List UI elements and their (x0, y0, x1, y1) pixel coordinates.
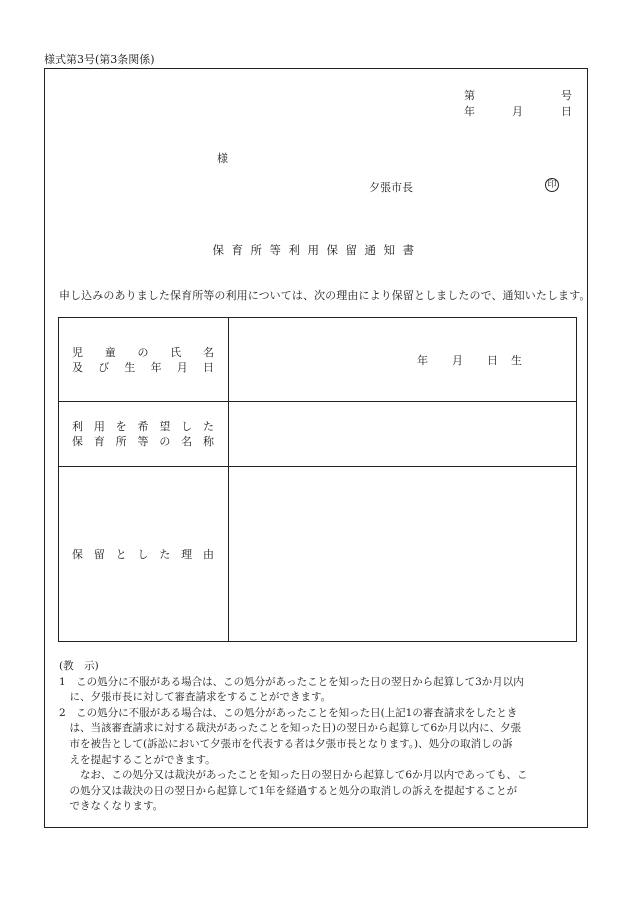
notes-line: できなくなります。 (59, 800, 164, 813)
label-char: を (115, 420, 127, 433)
facility-label-line2 (59, 434, 228, 449)
label-char: た (202, 420, 214, 433)
label-char: 日 (202, 360, 214, 374)
label-char: た (159, 547, 171, 561)
label-char: 月 (176, 360, 188, 374)
label-char: 望 (159, 420, 171, 433)
label-char: 育 (93, 435, 105, 448)
label-char: 称 (202, 435, 214, 448)
label-char: 氏 (170, 345, 182, 359)
date-year: 年 (464, 105, 475, 118)
child-name-label (59, 345, 228, 360)
label-char: 利 (72, 420, 83, 433)
issuer-name: 夕張市長 (369, 181, 413, 194)
label-char: と (115, 547, 127, 561)
label-char: 理 (181, 547, 193, 561)
label-char: 由 (202, 547, 214, 561)
label-char: の (159, 435, 171, 448)
seal-icon: 印 (545, 178, 559, 192)
info-table (58, 317, 577, 642)
label-char: び (98, 360, 110, 374)
label-char: し (181, 420, 193, 433)
label-char: 及 (72, 360, 83, 374)
form-label: 様式第3号(第3条関係) (44, 53, 155, 66)
birthdate-label (59, 360, 228, 375)
birth-suffix-label: 生 (511, 354, 522, 367)
notes-line: なお、この処分又は裁決があったことを知った日の翌日から起算して6か月以内であっても、こ (59, 769, 528, 782)
label-char: 児 (72, 345, 83, 359)
document-title: 保育所等利用保留通知書 (212, 243, 422, 257)
reason-value-cell (229, 467, 577, 642)
label-char: し (137, 547, 149, 561)
label-char: 所 (115, 435, 127, 448)
label-char: の (137, 345, 149, 359)
birth-month-label: 月 (452, 354, 463, 367)
label-char: 名 (181, 435, 193, 448)
label-char: 年 (150, 360, 162, 374)
instruction-notes (59, 659, 527, 815)
table-row-facility (59, 402, 577, 467)
child-label-cell (59, 318, 229, 402)
intro-text: 申し込みのありました保育所等の利用については、次の理由により保留としましたので、通知いたします。 (59, 289, 591, 302)
label-char: 童 (104, 345, 116, 359)
label-char: 用 (93, 420, 105, 433)
table-row-reason (59, 467, 577, 642)
notes-line: 2 この処分に不服がある場合は、この処分があったことを知った日(上記1の審査請求をしたとき (59, 706, 518, 719)
label-char: 希 (137, 420, 149, 433)
child-value-cell (229, 318, 577, 402)
notes-line: に、夕張市長に対して審査請求をすることができます。 (59, 691, 332, 704)
facility-value-cell (229, 402, 577, 467)
label-char: 等 (137, 435, 149, 448)
table-row-child (59, 318, 577, 402)
birth-day-label: 日 (487, 354, 498, 367)
notes-heading: (教 示) (59, 660, 99, 672)
label-char: 生 (124, 360, 136, 374)
addressee-suffix: 様 (217, 152, 228, 165)
notes-line: は、当該審査請求に対する裁決があったことを知った日)の翌日から起算して6か月以内に、夕張 (59, 722, 522, 735)
label-char: 保 (72, 547, 83, 561)
date-day: 日 (561, 105, 572, 118)
notes-line: えを提起することができます。 (59, 753, 216, 766)
facility-label-line1 (59, 419, 228, 434)
number-suffix: 号 (561, 89, 572, 102)
label-char: 保 (72, 435, 83, 448)
document-frame (44, 68, 591, 828)
reason-label-cell (59, 467, 229, 642)
date-month: 月 (512, 105, 523, 118)
label-char: 留 (93, 547, 105, 561)
notes-line: の処分又は裁決の日の翌日から起算して1年を経過すると処分の取消しの訴えを提起することが (59, 784, 518, 797)
notes-line: 1 この処分に不服がある場合は、この処分があったことを知った日の翌日から起算して3か月以内 (59, 675, 524, 688)
facility-label-cell (59, 402, 229, 467)
label-char: 名 (203, 345, 214, 359)
notes-line: 市を被告として(訴訟において夕張市を代表する者は夕張市長となります。)、処分の取消しの訴 (59, 737, 513, 750)
birth-year-label: 年 (417, 354, 428, 367)
number-prefix: 第 (464, 89, 475, 102)
reason-label (59, 547, 228, 562)
